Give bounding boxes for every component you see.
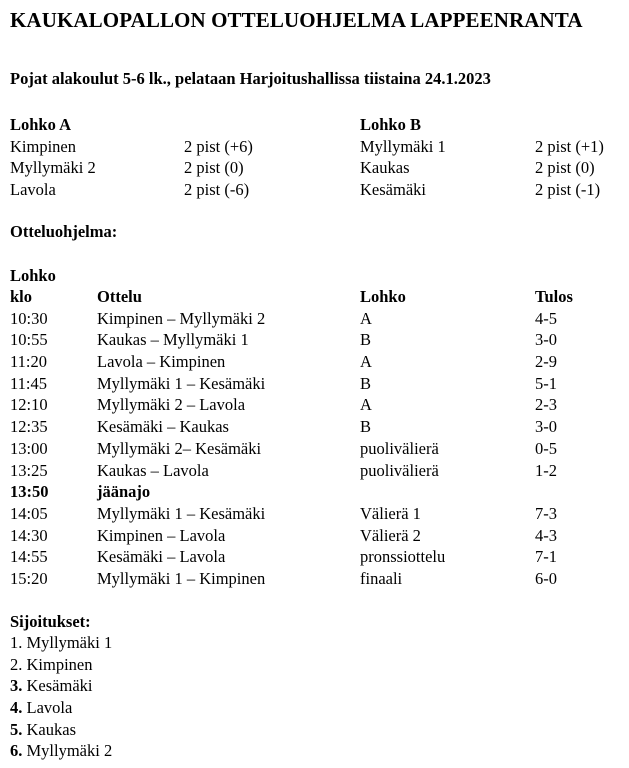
table-row [0, 546, 629, 568]
standing-rank: 4. [10, 698, 23, 718]
schedule-lohko-label: Lohko [10, 266, 56, 285]
group-row [0, 179, 629, 201]
match-name: Kimpinen – Lavola [97, 525, 226, 545]
schedule-header-row [0, 286, 629, 308]
standing-rank: 5. [10, 719, 23, 739]
list-item [10, 719, 112, 741]
match-time: 12:35 [10, 417, 48, 437]
match-result: 3-0 [535, 330, 557, 350]
table-row [0, 525, 629, 547]
match-result: 0-5 [535, 438, 557, 458]
group-b-team: Kesämäki [360, 180, 426, 200]
match-name: Myllymäki 1 – Kimpinen [97, 568, 266, 588]
standing-team: Lavola [26, 698, 73, 718]
match-result: 1-2 [535, 460, 557, 480]
standing-rank: 6. [10, 741, 23, 761]
match-group: puolivälierä [360, 460, 439, 480]
group-a-team: Kimpinen [10, 136, 76, 156]
match-time: 14:05 [10, 503, 48, 523]
match-name: jäänajo [97, 482, 151, 502]
match-name: Kaukas – Myllymäki 1 [97, 330, 249, 350]
match-time: 13:00 [10, 438, 48, 458]
page-title: KAUKALOPALLON OTTELUOHJELMA LAPPEENRANTA [10, 8, 583, 32]
list-item [10, 632, 112, 654]
schedule-table [0, 286, 629, 590]
group-a-name: Lohko A [10, 115, 71, 134]
standing-rank: 3. [10, 676, 23, 696]
schedule-heading: Otteluohjelma: [10, 222, 118, 241]
group-a-points: 2 pist (+6) [184, 136, 253, 156]
group-b-points: 2 pist (0) [535, 158, 595, 178]
table-row [0, 481, 629, 503]
match-name: Kesämäki – Lavola [97, 547, 226, 567]
column-header-match: Ottelu [97, 287, 142, 306]
match-result: 4-5 [535, 308, 557, 328]
list-item [10, 654, 112, 676]
table-row [0, 329, 629, 351]
table-row [0, 416, 629, 438]
standing-team: Kesämäki [26, 676, 93, 696]
table-row [0, 503, 629, 525]
group-b-team: Kaukas [360, 158, 410, 178]
match-result: 7-3 [535, 503, 557, 523]
match-group: A [360, 308, 372, 328]
match-time: 10:30 [10, 308, 48, 328]
table-row [0, 351, 629, 373]
group-a-team: Lavola [10, 180, 56, 200]
standing-rank: 2. [10, 654, 23, 674]
standing-team: Kimpinen [26, 654, 93, 674]
table-row [0, 394, 629, 416]
match-time: 14:30 [10, 525, 48, 545]
match-group: finaali [360, 568, 403, 588]
match-time: 11:45 [10, 373, 47, 393]
match-group: A [360, 352, 372, 372]
standing-team: Kaukas [26, 719, 76, 739]
match-group: B [360, 330, 372, 350]
match-name: Myllymäki 2– Kesämäki [97, 438, 262, 458]
list-item [10, 697, 112, 719]
match-group: pronssiottelu [360, 547, 446, 567]
match-result: 4-3 [535, 525, 557, 545]
table-row [0, 568, 629, 590]
group-row [0, 136, 629, 158]
match-group: B [360, 417, 372, 437]
table-row [0, 438, 629, 460]
schedule-rows [0, 308, 629, 590]
match-time: 14:55 [10, 547, 48, 567]
match-time: 15:20 [10, 568, 48, 588]
match-name: Kesämäki – Kaukas [97, 417, 229, 437]
match-time: 10:55 [10, 330, 48, 350]
match-name: Kimpinen – Myllymäki 2 [97, 308, 266, 328]
group-tables [0, 114, 629, 201]
table-row [0, 460, 629, 482]
standings-heading: Sijoitukset: [10, 612, 91, 631]
match-result: 2-3 [535, 395, 557, 415]
match-name: Myllymäki 1 – Kesämäki [97, 503, 266, 523]
match-group: A [360, 395, 372, 415]
list-item [10, 675, 112, 697]
match-time: 13:50 [10, 482, 49, 502]
group-b-name: Lohko B [360, 115, 421, 134]
table-row [0, 373, 629, 395]
list-item [10, 740, 112, 762]
match-result: 5-1 [535, 373, 557, 393]
group-b-team: Myllymäki 1 [360, 136, 446, 156]
column-header-group: Lohko [360, 287, 406, 306]
group-a-points: 2 pist (0) [184, 158, 244, 178]
column-header-time: klo [10, 287, 33, 306]
match-result: 6-0 [535, 568, 557, 588]
match-result: 2-9 [535, 352, 557, 372]
match-time: 13:25 [10, 460, 48, 480]
match-result: 3-0 [535, 417, 557, 437]
match-name: Lavola – Kimpinen [97, 352, 226, 372]
page-subtitle: Pojat alakoulut 5-6 lk., pelataan Harjoitushallissa tiistaina 24.1.2023 [10, 69, 491, 88]
group-header-row [0, 114, 629, 136]
group-b-points: 2 pist (-1) [535, 180, 601, 200]
group-a-team: Myllymäki 2 [10, 158, 96, 178]
table-row [0, 308, 629, 330]
match-result: 7-1 [535, 547, 557, 567]
match-name: Kaukas – Lavola [97, 460, 209, 480]
match-group: puolivälierä [360, 438, 439, 458]
column-header-result: Tulos [535, 287, 573, 306]
group-row [0, 157, 629, 179]
match-group: Välierä 1 [360, 503, 421, 523]
group-a-points: 2 pist (-6) [184, 180, 250, 200]
standing-team: Myllymäki 2 [26, 741, 113, 761]
match-group: Välierä 2 [360, 525, 421, 545]
standing-team: Myllymäki 1 [26, 633, 113, 652]
standing-rank: 1. [10, 633, 23, 652]
match-time: 11:20 [10, 352, 47, 372]
group-b-points: 2 pist (+1) [535, 136, 604, 156]
standings-list [10, 632, 112, 762]
match-time: 12:10 [10, 395, 48, 415]
match-group: B [360, 373, 372, 393]
match-name: Myllymäki 2 – Lavola [97, 395, 246, 415]
match-name: Myllymäki 1 – Kesämäki [97, 373, 266, 393]
